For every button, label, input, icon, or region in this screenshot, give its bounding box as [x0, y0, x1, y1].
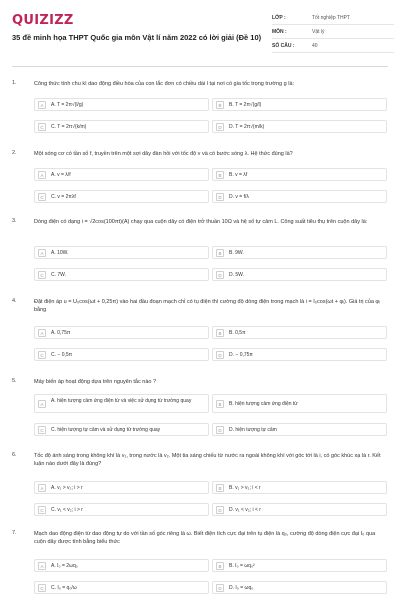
- option-letter: A: [38, 171, 46, 179]
- option-text: A. v = λ/f: [51, 172, 71, 178]
- question-number: 2.: [12, 150, 17, 156]
- meta-row-class: [272, 11, 394, 25]
- option-b[interactable]: [212, 98, 387, 111]
- question-3: [12, 218, 388, 288]
- option-a[interactable]: [34, 394, 209, 413]
- question-number: 7.: [12, 530, 17, 536]
- option-letter: C: [38, 123, 46, 131]
- option-c[interactable]: [34, 120, 209, 133]
- option-letter: C: [38, 426, 46, 434]
- question-number: 5.: [12, 378, 17, 384]
- option-d[interactable]: [212, 423, 387, 436]
- question-text: Dòng điện có dạng i = √2cos(100πt)(A) chạy qua cuộn dây có điện trở thuần 10Ω và hệ số tự cảm L. Công suất tiêu thụ trên cuộn dây là:: [34, 219, 368, 225]
- question-number: 4.: [12, 298, 17, 304]
- option-c[interactable]: [34, 348, 209, 361]
- option-letter: C: [38, 271, 46, 279]
- option-text: A. hiện tượng cảm ứng điện từ và việc sử dụng từ trường quay: [51, 398, 192, 404]
- option-b[interactable]: [212, 168, 387, 181]
- meta-value: 40: [312, 42, 318, 49]
- option-letter: B: [216, 329, 224, 337]
- question-text: Tốc độ ánh sáng trong không khí là v₁, trong nước là v₂. Một tia sáng chiếu từ nước ra ngoài không khí với góc tới là i, có góc khúc xạ là r. Kết luận nào dưới đây là đúng?: [34, 453, 381, 467]
- option-text: B. hiện tượng cảm ứng điện từ: [229, 401, 298, 407]
- option-text: C. hiện tượng tự cảm và sử dụng từ trường quay: [51, 427, 161, 433]
- option-b[interactable]: [212, 481, 387, 494]
- question-text: Đặt điện áp u = U₀cos(ωt + 0,25π) vào hai đầu đoạn mạch chỉ có tụ điện thì cường độ dòng điện trong mạch là i = I₀cos(ωt + φᵢ). Giá trị của φᵢ bằng: [34, 299, 380, 313]
- question-1: [12, 80, 388, 140]
- option-c[interactable]: [34, 268, 209, 281]
- option-c[interactable]: [34, 581, 209, 594]
- question-text: Máy biến áp hoạt động dựa trên nguyên tắc nào ?: [34, 379, 157, 385]
- question-2: [12, 150, 388, 210]
- meta-row-count: [272, 39, 394, 53]
- option-b[interactable]: [212, 559, 387, 572]
- option-a[interactable]: [34, 326, 209, 339]
- option-letter: D: [216, 123, 224, 131]
- option-text: D. T = 2π√(m/k): [229, 124, 265, 130]
- option-text: B. I₀ = ωq₀²: [229, 563, 255, 569]
- header-divider: [12, 66, 388, 67]
- option-letter: D: [216, 426, 224, 434]
- option-letter: B: [216, 400, 224, 408]
- option-text: D. 5W.: [229, 272, 245, 278]
- meta-row-subject: [272, 25, 394, 39]
- option-text: A. v₁ > v₂; i > r: [51, 485, 83, 491]
- option-letter: A: [38, 562, 46, 570]
- meta-value: Vật lý: [312, 28, 325, 35]
- option-b[interactable]: [212, 246, 387, 259]
- option-text: A. T = 2π√(l/g): [51, 102, 84, 108]
- question-number: 6.: [12, 452, 17, 458]
- option-a[interactable]: [34, 168, 209, 181]
- option-letter: B: [216, 101, 224, 109]
- option-text: B. v₁ > v₂; i < r: [229, 485, 261, 491]
- option-b[interactable]: [212, 394, 387, 413]
- option-text: D. I₀ = ωq₀: [229, 585, 254, 591]
- meta-value: Tốt nghiệp THPT: [312, 14, 350, 21]
- question-text: Công thức tính chu kì dao động điều hòa của con lắc đơn có chiều dài l tại nơi có gia tốc trọng trường g là:: [34, 81, 295, 87]
- option-text: B. 0,5π: [229, 330, 246, 336]
- option-letter: A: [38, 101, 46, 109]
- option-letter: D: [216, 271, 224, 279]
- option-letter: D: [216, 506, 224, 514]
- option-letter: C: [38, 193, 46, 201]
- option-letter: A: [38, 400, 46, 408]
- option-d[interactable]: [212, 503, 387, 516]
- option-text: A. 0,75π: [51, 330, 71, 336]
- option-d[interactable]: [212, 120, 387, 133]
- meta-table: [272, 11, 394, 53]
- option-text: D. − 0,75π: [229, 352, 253, 358]
- option-text: A. 10W.: [51, 250, 69, 256]
- option-letter: A: [38, 249, 46, 257]
- option-text: B. v = λf: [229, 172, 248, 178]
- option-letter: C: [38, 351, 46, 359]
- option-letter: D: [216, 584, 224, 592]
- document-header: [0, 0, 400, 62]
- option-text: A. I₀ = 2ωq₀: [51, 563, 78, 569]
- option-d[interactable]: [212, 348, 387, 361]
- option-text: C. 7W.: [51, 272, 67, 278]
- option-text: D. v₁ < v₂; i < r: [229, 507, 261, 513]
- option-letter: D: [216, 351, 224, 359]
- option-letter: A: [38, 329, 46, 337]
- option-a[interactable]: [34, 481, 209, 494]
- question-4: [12, 298, 388, 368]
- option-d[interactable]: [212, 190, 387, 203]
- option-a[interactable]: [34, 559, 209, 572]
- option-c[interactable]: [34, 423, 209, 436]
- question-text: Mạch dao động điện từ dao động tự do với tần số góc riêng là ω. Biết điện tích cực đại trên tụ điện là q₀, cường độ dòng điện cực đại I₀ qua cuộn dây được tính bằng biểu thức: [34, 531, 376, 545]
- option-c[interactable]: [34, 190, 209, 203]
- option-text: C. T = 2π√(k/m): [51, 124, 87, 130]
- option-text: D. hiện tượng tự cảm: [229, 427, 277, 433]
- question-number: 1.: [12, 80, 17, 86]
- meta-key: LỚP :: [272, 14, 286, 21]
- question-number: 3.: [12, 218, 17, 224]
- option-letter: B: [216, 171, 224, 179]
- question-6: [12, 452, 388, 522]
- question-7: [12, 530, 388, 598]
- option-letter: A: [38, 484, 46, 492]
- option-c[interactable]: [34, 503, 209, 516]
- option-text: C. − 0,5π: [51, 352, 73, 358]
- question-text: Một sóng cơ có tần số f, truyền trên một sợi dây đàn hồi với tốc độ v và có bước sóng λ. Hệ thức đúng là?: [34, 151, 293, 157]
- option-a[interactable]: [34, 98, 209, 111]
- option-text: B. 9W.: [229, 250, 244, 256]
- option-text: B. T = 2π√(g/l): [229, 102, 262, 108]
- option-text: C. v = 2πλf: [51, 194, 76, 200]
- option-text: D. v = f/λ: [229, 194, 249, 200]
- option-letter: B: [216, 484, 224, 492]
- option-letter: C: [38, 584, 46, 592]
- meta-key: SỐ CÂU :: [272, 42, 295, 49]
- option-letter: B: [216, 562, 224, 570]
- option-letter: C: [38, 506, 46, 514]
- option-d[interactable]: [212, 268, 387, 281]
- option-letter: D: [216, 193, 224, 201]
- document-title: 35 đề minh họa THPT Quốc gia môn Vật lí năm 2022 có lời giải (Đề 10): [12, 33, 262, 42]
- option-letter: B: [216, 249, 224, 257]
- option-d[interactable]: [212, 581, 387, 594]
- option-b[interactable]: [212, 326, 387, 339]
- question-5: [12, 378, 388, 444]
- option-text: C. v₁ < v₂; i > r: [51, 507, 83, 513]
- option-a[interactable]: [34, 246, 209, 259]
- option-text: C. I₀ = q₀/ω: [51, 585, 77, 591]
- meta-key: MÔN :: [272, 28, 287, 35]
- quizizz-logo: QUIZIZZ: [12, 13, 74, 28]
